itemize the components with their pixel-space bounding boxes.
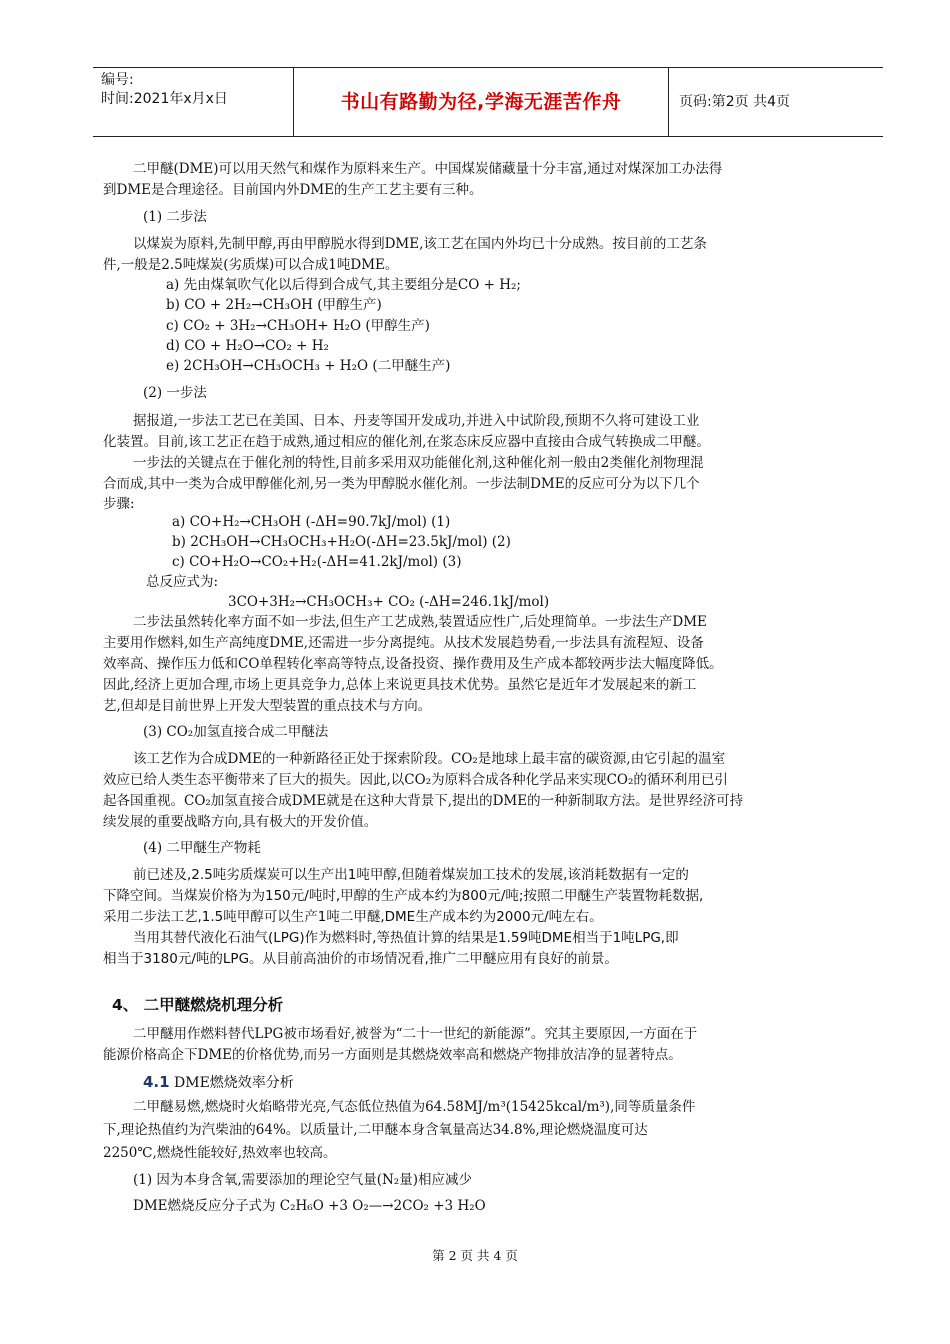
paragraph-line: 化装置。目前,该工艺正在趋于成熟,通过相应的催化剂,在浆态床反应器中直接由合成气转换成二甲醚。 [103, 434, 710, 450]
header-page-info: 页码:第2页 共4页 [679, 94, 790, 110]
paragraph-line: 合而成,其中一类为合成甲醇催化剂,另一类为甲醇脱水催化剂。一步法制DME的反应可分为以下几个 [103, 476, 700, 492]
reaction-step: e) 2CH₃OH→CH₃OCH₃ + H₂O (二甲醚生产) [166, 358, 451, 374]
section-heading: (4) 二甲醚生产物耗 [143, 840, 261, 856]
doc-number-label: 编号: [101, 72, 134, 88]
doc-time-label: 时间:2021年x月x日 [101, 91, 228, 107]
paragraph-line: 当用其替代液化石油气(LPG)作为燃料时,等热值计算的结果是1.59吨DME相当于1吨LPG,即 [133, 930, 679, 946]
paragraph-line: 续发展的重要战略方向,具有极大的开发价值。 [103, 814, 378, 830]
paragraph-line: 总反应式为: [146, 574, 219, 590]
paragraph-line: 该工艺作为合成DME的一种新路径正处于探索阶段。CO₂是地球上最丰富的碳资源,由它引起的温室 [133, 751, 726, 767]
paragraph-line: 因此,经济上更加合理,市场上更具竞争力,总体上来说更具技术优势。虽然它是近年才发展起来的新工 [103, 677, 697, 693]
reaction-step: b) 2CH₃OH→CH₃OCH₃+H₂O(-ΔH=23.5kJ/mol) (2) [172, 534, 511, 550]
paragraph-line: 前已述及,2.5吨劣质煤炭可以生产出1吨甲醇,但随着煤炭加工技术的发展,该消耗数据有一定的 [133, 867, 689, 883]
paragraph-line: 艺,但却是目前世界上开发大型装置的重点技术与方向。 [103, 698, 432, 714]
paragraph-line: 二甲醚(DME)可以用天然气和煤作为原料来生产。中国煤炭储藏量十分丰富,通过对煤深加工办法得 [133, 161, 723, 177]
reaction-step: b) CO + 2H₂→CH₃OH (甲醇生产) [166, 297, 382, 313]
paragraph-line: 主要用作燃料,如生产高纯度DME,还需进一步分离提纯。从技术发展趋势看,一步法具有流程短、设备 [103, 635, 704, 651]
reaction-step: d) CO + H₂O→CO₂ + H₂ [166, 338, 329, 354]
paragraph-line: 起各国重视。CO₂加氢直接合成DME就是在这种大背景下,提出的DME的一种新制取方法。是世界经济可持 [103, 793, 744, 809]
subsection-number: 4.1 [143, 1073, 170, 1091]
paragraph-line: 采用二步法工艺,1.5吨甲醇可以生产1吨二甲醚,DME生产成本约为2000元/吨左右。 [103, 909, 603, 925]
section-heading: (2) 一步法 [143, 385, 207, 401]
paragraph-line: 2250℃,燃烧性能较好,热效率也较高。 [103, 1145, 337, 1161]
reaction-step: a) CO+H₂→CH₃OH (-ΔH=90.7kJ/mol) (1) [172, 514, 451, 530]
reaction-step: a) 先由煤氧吹气化以后得到合成气,其主要组分是CO + H₂; [166, 277, 521, 293]
chapter-heading: 4、 二甲醚燃烧机理分析 [112, 996, 284, 1014]
paragraph-line: 下,理论热值约为汽柴油的64%。以质量计,二甲醚本身含氧量高达34.8%,理论燃烧温度可达 [103, 1122, 648, 1138]
total-reaction: 3CO+3H₂→CH₃OCH₃+ CO₂ (-ΔH=246.1kJ/mol) [228, 594, 550, 610]
paragraph-line: 二甲醚用作燃料替代LPG被市场看好,被誉为“二十一世纪的新能源”。究其主要原因,一方面在于 [133, 1026, 698, 1042]
reaction-step: c) CO₂ + 3H₂→CH₃OH+ H₂O (甲醇生产) [166, 318, 430, 334]
page-footer: 第 2 页 共 4 页 [432, 1248, 518, 1263]
section-heading: (1) 二步法 [143, 209, 207, 225]
paragraph-line: 相当于3180元/吨的LPG。从目前高油价的市场情况看,推广二甲醚应用有良好的前景。 [103, 951, 618, 967]
paragraph-line: 效率高、操作压力低和CO单程转化率高等特点,设备投资、操作费用及生产成本都较两步法大幅度降低。 [103, 656, 723, 672]
paragraph-line: 到DME是合理途径。目前国内外DME的生产工艺主要有三种。 [103, 182, 483, 198]
paragraph-line: 能源价格高企下DME的价格优势,而另一方面则是其燃烧效率高和燃烧产物排放洁净的显著特点。 [103, 1047, 682, 1063]
paragraph-line: 效应已给人类生态平衡带来了巨大的损失。因此,以CO₂为原料合成各种化学品来实现CO₂的循环利用已引 [103, 772, 728, 788]
section-heading: (3) CO₂加氢直接合成二甲醚法 [143, 724, 329, 740]
paragraph-line: 下降空间。当煤炭价格为为150元/吨时,甲醇的生产成本约为800元/吨;按照二甲醚生产装置物耗数据, [103, 888, 704, 904]
paragraph-line: 一步法的关键点在于催化剂的特性,目前多采用双功能催化剂,这种催化剂一般由2类催化剂物理混 [133, 455, 704, 471]
paragraph-line: 步骤: [103, 496, 135, 512]
paragraph-line: (1) 因为本身含氧,需要添加的理论空气量(N₂量)相应减少 [133, 1172, 472, 1188]
subsection-title: DME燃烧效率分析 [174, 1075, 294, 1091]
reaction-step: c) CO+H₂O→CO₂+H₂(-ΔH=41.2kJ/mol) (3) [172, 554, 462, 570]
paragraph-line: 二步法虽然转化率方面不如一步法,但生产工艺成熟,装置适应性广,后处理简单。一步法生产DME [133, 614, 707, 630]
paragraph-line: 件,一般是2.5吨煤炭(劣质煤)可以合成1吨DME。 [103, 257, 399, 273]
combustion-equation: DME燃烧反应分子式为 C₂H₆O +3 O₂—→2CO₂ +3 H₂O [133, 1198, 486, 1214]
header-motto: 书山有路勤为径,学海无涯苦作舟 [340, 91, 622, 113]
paragraph-line: 以煤炭为原料,先制甲醇,再由甲醇脱水得到DME,该工艺在国内外均已十分成熟。按目前的工艺条 [133, 236, 707, 252]
paragraph-line: 二甲醚易燃,燃烧时火焰略带光亮,气态低位热值为64.58MJ/m³(15425kcal/m³),同等质量条件 [133, 1099, 696, 1115]
paragraph-line: 据报道,一步法工艺已在美国、日本、丹麦等国开发成功,并进入中试阶段,预期不久将可建设工业 [133, 413, 700, 429]
subsection-heading [143, 1072, 294, 1093]
